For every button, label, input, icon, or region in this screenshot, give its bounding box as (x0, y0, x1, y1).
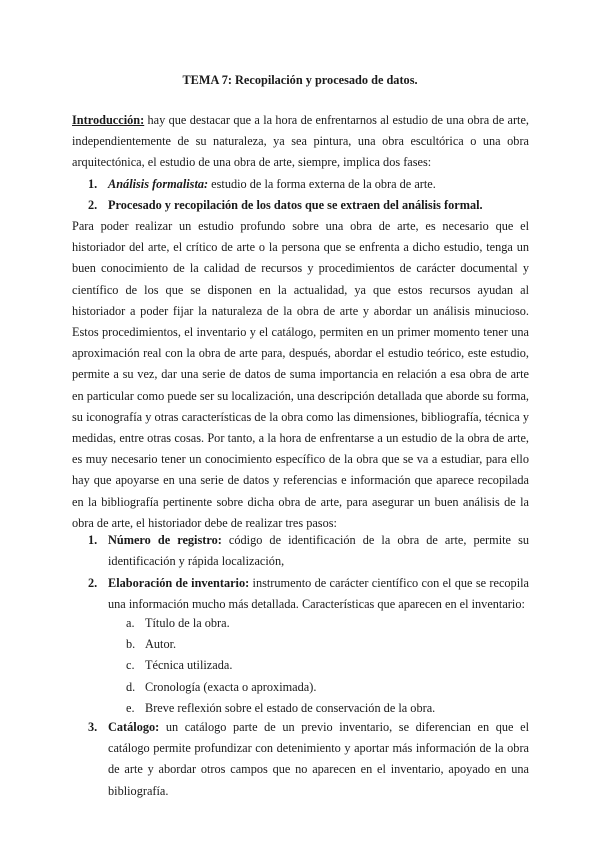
step-text-3: un catálogo parte de un previo inventario, se diferencian en que el catálogo permite profundizar con detenimiento y aportar más información de la obra de arte y abordar otros campos que no aparecen en el inventario, apoyado en una bibliografía. (108, 720, 529, 798)
list-marker: d. (126, 679, 136, 694)
phase-head-1: Análisis formalista: (108, 177, 209, 191)
list-item-text: Autor. (145, 637, 177, 652)
intro-text: hay que destacar que a la hora de enfrentarnos al estudio de una obra de arte, independientemente de su naturaleza, ya sea pintura, una obra escultórica o una obra arquitectónica, el estudio de una obra de arte, siempre, implica dos fases: (72, 113, 529, 170)
list-item (126, 655, 526, 676)
step-head-2: Elaboración de inventario: (108, 576, 250, 590)
phase-marker-2: 2. (88, 198, 98, 212)
list-marker: b. (126, 637, 136, 652)
step-head-1: Número de registro: (108, 533, 222, 547)
inventory-list (126, 613, 526, 719)
step-marker-3: 3. (88, 720, 98, 734)
intro-lead: Introducción: (72, 113, 145, 127)
list-item-text: Técnica utilizada. (145, 658, 233, 673)
phase-text-1: estudio de la forma externa de la obra de arte. (208, 177, 436, 191)
phase-item-1 (88, 174, 529, 195)
list-item (126, 677, 526, 698)
list-marker: c. (126, 658, 135, 673)
phase-marker-1: 1. (88, 177, 98, 191)
step-text-2: instrumento de carácter científico con el que se recopila una información mucho más detallada. Características que aparecen en el inventario: (108, 576, 529, 612)
list-marker: e. (126, 700, 135, 715)
step-text-1: código de identificación de la obra de arte, permite su identificación y rápida localización, (108, 533, 529, 569)
step-marker-2: 2. (88, 576, 98, 590)
step-marker-1: 1. (88, 533, 98, 547)
step-item-2 (88, 573, 529, 615)
list-item-text: Breve reflexión sobre el estado de conservación de la obra. (145, 700, 436, 715)
page-title: TEMA 7: Recopilación y procesado de datos. (182, 73, 418, 87)
list-item-text: Título de la obra. (145, 616, 230, 630)
phase-item-2 (88, 195, 529, 216)
list-item-text: Cronología (exacta o aproximada). (145, 679, 317, 694)
list-marker: a. (126, 616, 135, 630)
list-item (126, 613, 526, 634)
list-item (126, 634, 526, 655)
step-item-1 (88, 530, 529, 572)
step-item-3 (88, 717, 529, 802)
intro-paragraph (72, 110, 529, 174)
step-head-3: Catálogo: (108, 720, 160, 734)
list-item (126, 698, 526, 719)
phase-head-2: Procesado y recopilación de los datos que se extraen del análisis formal. (108, 198, 483, 212)
body-paragraph: Para poder realizar un estudio profundo sobre una obra de arte, es necesario que el historiador del arte, el crítico de arte o la persona que se enfrenta a dicho estudio, tenga un buen conocimiento de la calidad de recursos y procedimientos de carácter documental y científico de los que se disponen en la actualidad, ya que estos recursos ayudan al historiador a poder fijar la naturaleza de la obra de arte y abordar un análisis minucioso. Estos procedimientos, el inventario y el catálogo, permiten en un primer momento tener una aproximación real con la obra de arte para, después, abordar el estudio teórico, este estudio, permite a su vez, dar una serie de datos de suma importancia en relación a esa obra de arte en particular como puede ser su localización, una descripción detallada que aborde su forma, su iconografía y otras características de la obra como las dimensiones, bibliografía, técnica y medidas, entre otras cosas. Por tanto, a la hora de enfrentarse a un estudio de la obra de arte, es muy necesario tener un conocimiento específico de la obra que se va a estudiar, para ello hay que apoyarse en una serie de datos y referencias e información que aparece recopilada en la bibliografía pertinente sobre dicha obra de arte, para asegurar un buen análisis de la obra de arte, el historiador debe de realizar tres pasos: (72, 219, 529, 530)
